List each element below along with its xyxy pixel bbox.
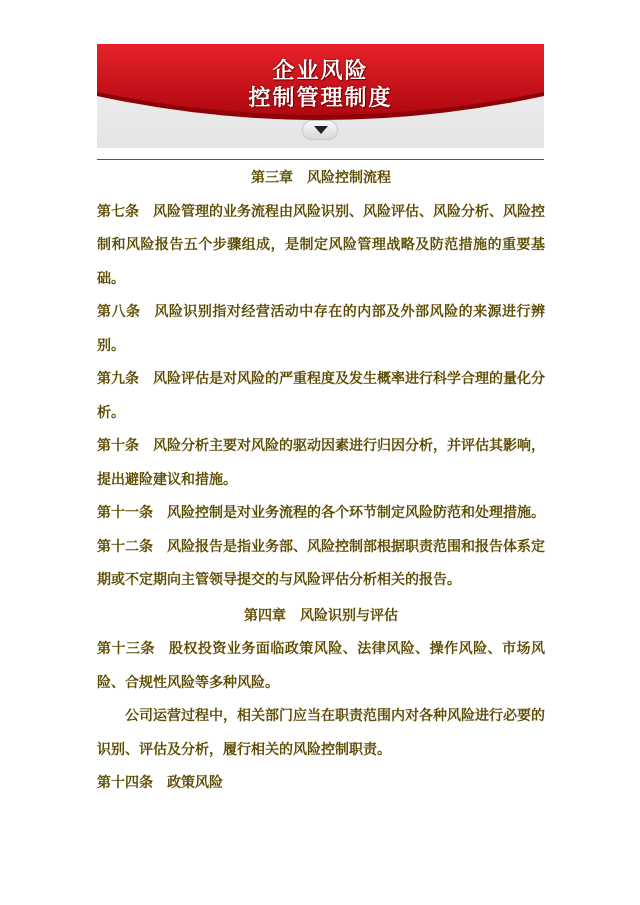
article-text: 风险识别指对经营活动中存在的内部及外部风险的来源进行辨别。 <box>97 304 546 354</box>
article <box>97 767 545 801</box>
article-label: 第七条 <box>97 203 139 220</box>
article <box>97 296 545 363</box>
title-banner <box>97 44 544 148</box>
expand-button[interactable] <box>302 120 338 140</box>
article <box>97 196 545 297</box>
article-text: 风险控制是对业务流程的各个环节制定风险防范和处理措施。 <box>167 505 545 521</box>
article-text: 风险分析主要对风险的驱动因素进行归因分析，并评估其影响，提出避险建议和措施。 <box>97 438 545 488</box>
chapter-title: 第三章 风险控制流程 <box>251 170 391 186</box>
paragraph: 公司运营过程中，相关部门应当在职责范围内对各种风险进行必要的识别、评估及分析，履行相关的风险控制职责。 <box>97 708 545 758</box>
article-text: 股权投资业务面临政策风险、法律风险、操作风险、市场风险、合规性风险等多种风险。 <box>97 641 546 691</box>
article-label: 第十四条 <box>97 775 153 791</box>
article-label: 第九条 <box>97 371 139 387</box>
article <box>97 531 545 598</box>
article-label: 第十三条 <box>97 641 155 657</box>
article-text: 政策风险 <box>167 775 223 791</box>
article-label: 第十条 <box>97 438 139 454</box>
article-label: 第八条 <box>97 304 141 320</box>
chapter-title: 第四章 风险识别与评估 <box>244 607 398 624</box>
article-label: 第十二条 <box>97 538 153 555</box>
banner-title-line2: 控制管理制度 <box>248 86 393 111</box>
article-text: 风险报告是指业务部、风险控制部根据职责范围和报告体系定期或不定期向主管领导提交的与风险评估分析相关的报告。 <box>97 538 545 588</box>
article <box>97 430 545 497</box>
article <box>97 633 545 700</box>
document-body <box>97 160 545 801</box>
article-label: 第十一条 <box>97 505 153 521</box>
article-text: 风险管理的业务流程由风险识别、风险评估、风险分析、风险控制和风险报告五个步骤组成，是制定风险管理战略及防范措施的重要基础。 <box>97 203 545 287</box>
article-text: 风险评估是对风险的严重程度及发生概率进行科学合理的量化分析。 <box>97 371 545 421</box>
chevron-down-icon <box>314 126 328 134</box>
banner-title-line1: 企业风险 <box>272 59 369 84</box>
article <box>97 497 545 531</box>
article <box>97 363 545 430</box>
